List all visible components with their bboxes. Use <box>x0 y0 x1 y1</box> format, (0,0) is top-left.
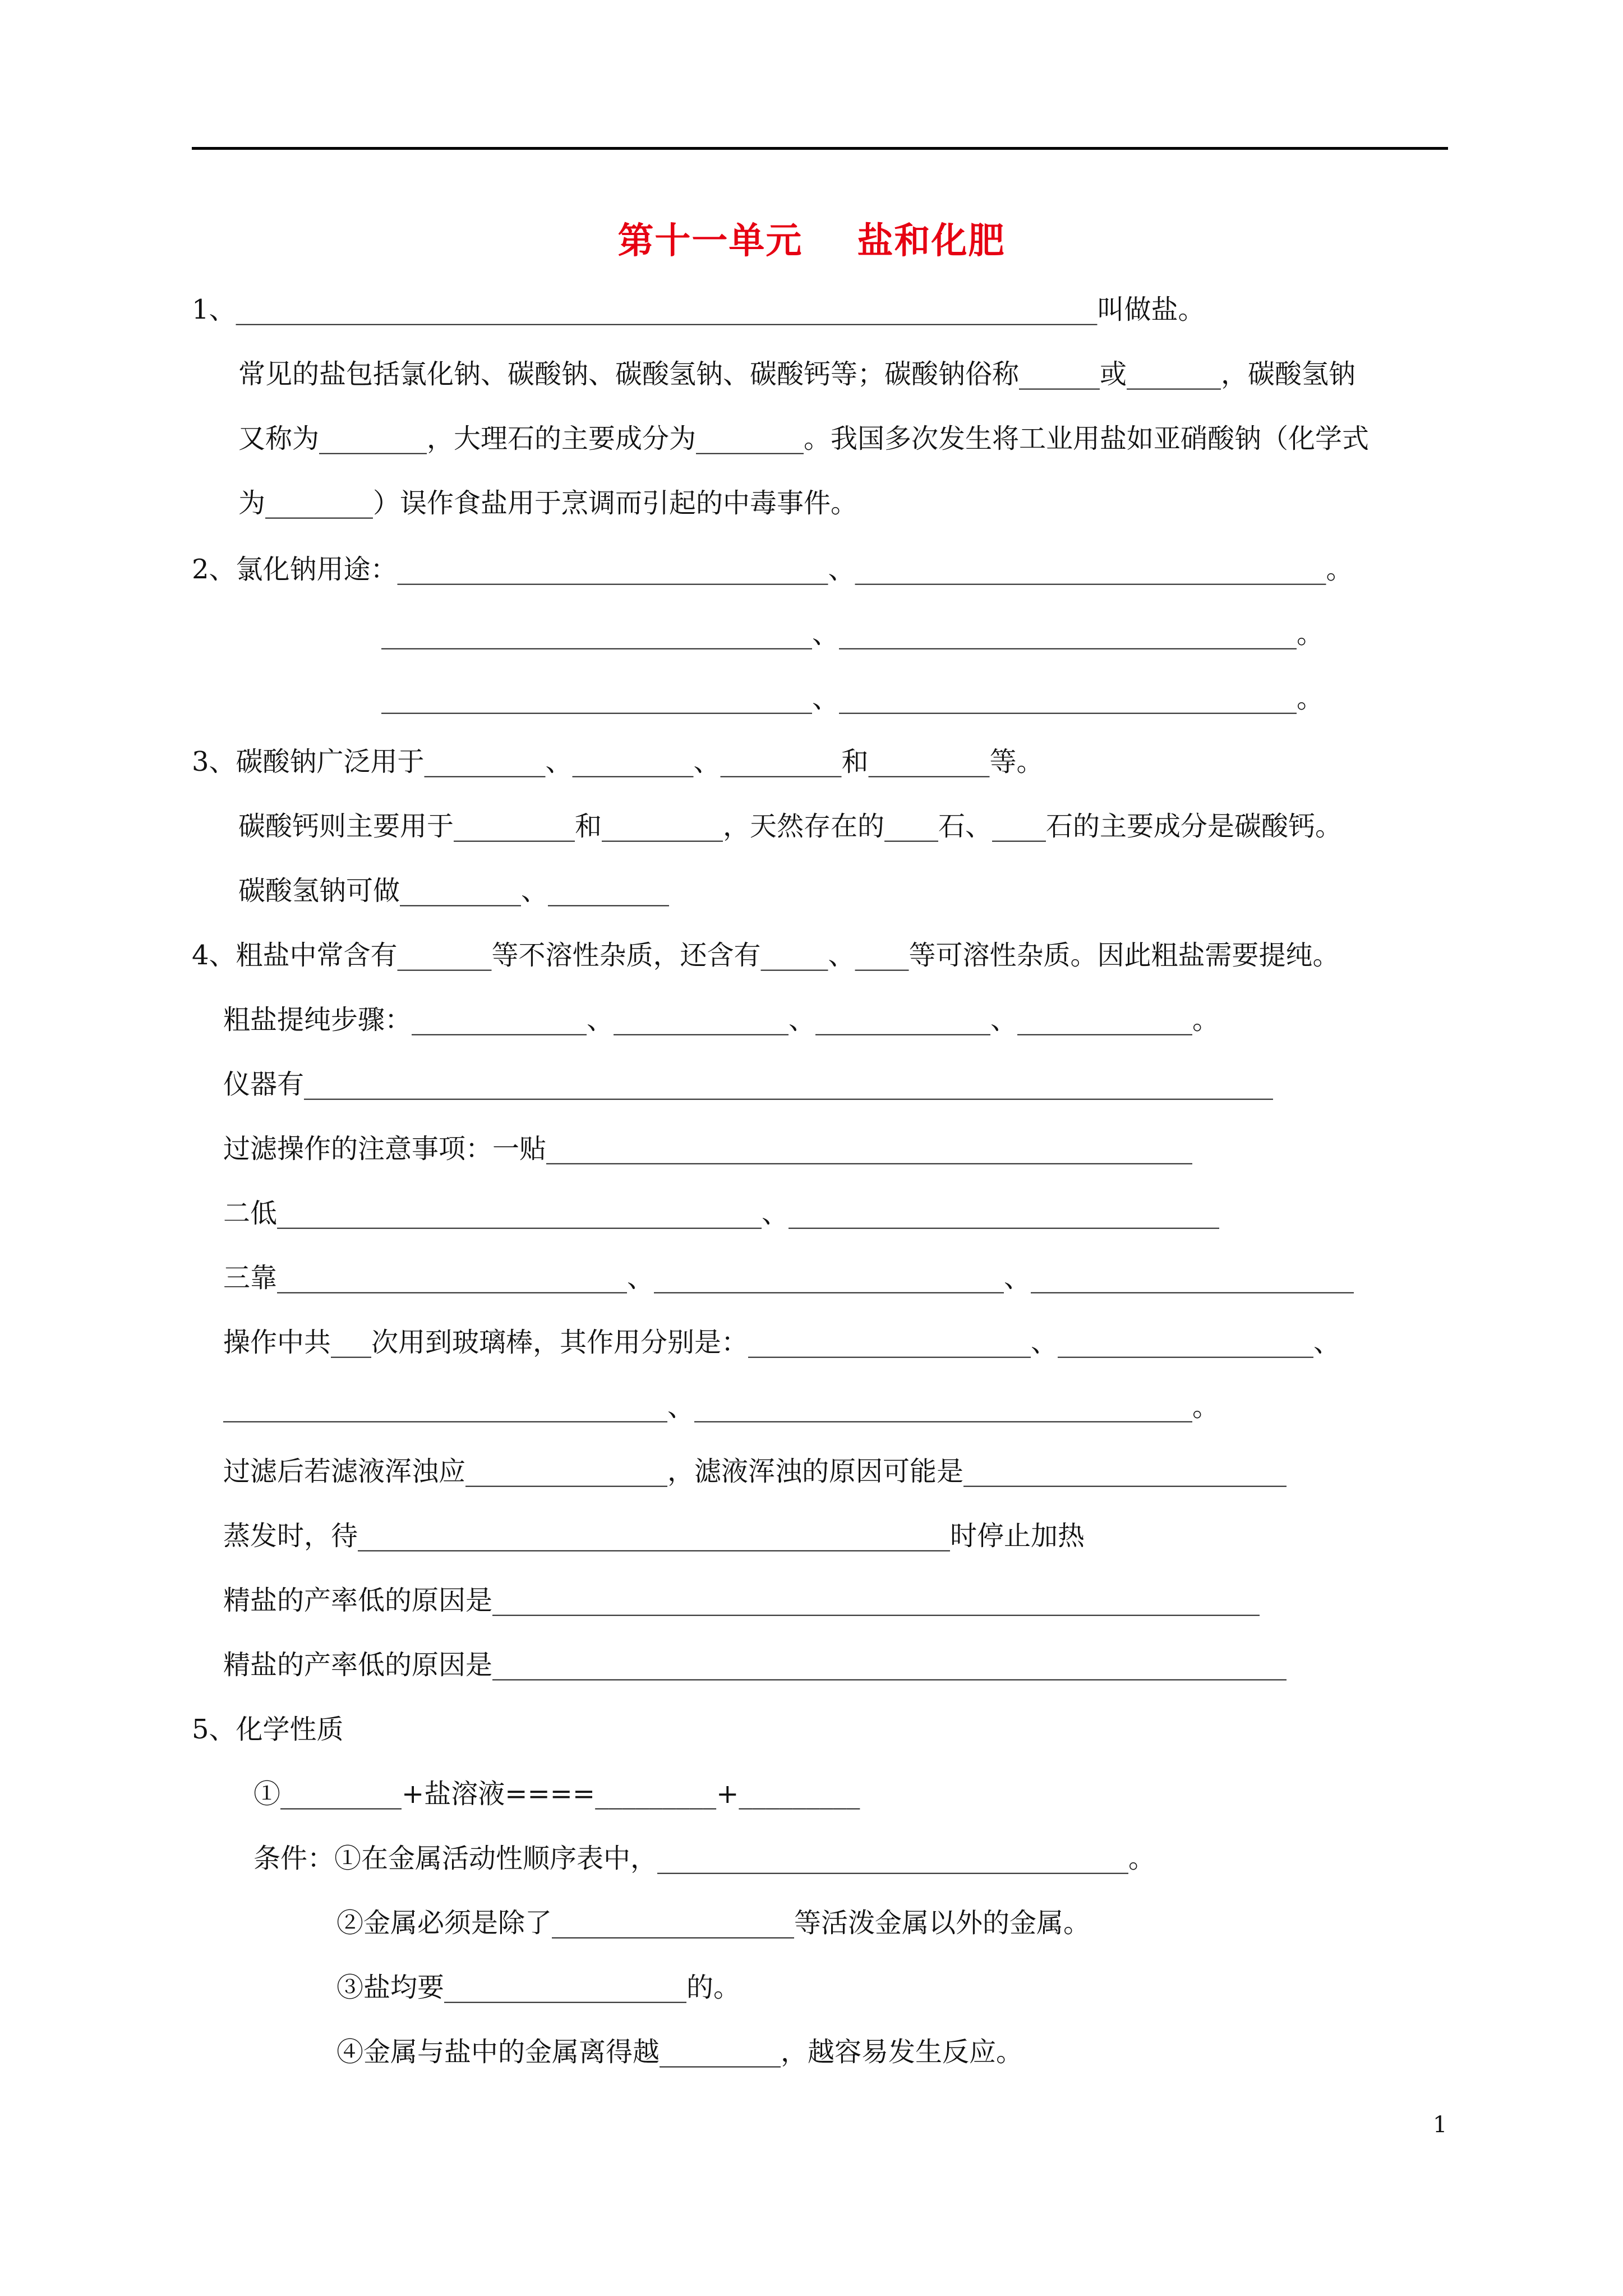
item-4-line-1: 4、粗盐中常含有_______等不溶性杂质，还含有_____、____等可溶性杂质。因此粗盐需要提纯。 <box>192 940 1340 971</box>
item-4-three-lean: 三靠__________________________、__________________________、________________________ <box>223 1262 1354 1294</box>
item-4-glass-rod: 操作中共___次用到玻璃棒，其作用分别是：_____________________、___________________、 <box>223 1327 1341 1358</box>
item-4-filter-note: 过滤操作的注意事项：一贴________________________________________________ <box>223 1133 1193 1165</box>
item-1-line-3: 又称为________，大理石的主要成分为________。我国多次发生将工业用盐如亚硝酸钠（化学式 <box>238 423 1370 454</box>
item-5-condition-3: ③盐均要__________________的。 <box>336 1972 741 2003</box>
item-1-line-1: 1、________________________________________________________________叫做盐。 <box>192 294 1205 325</box>
item-4-evaporate: 蒸发时，待____________________________________________时停止加热 <box>223 1520 1085 1552</box>
item-5-heading: 5、化学性质 <box>192 1714 344 1745</box>
item-4-two-low: 二低____________________________________、________________________________ <box>223 1198 1220 1229</box>
page-number: 1 <box>1433 2112 1447 2138</box>
item-1-line-4: 为________）误作食盐用于烹调而引起的中毒事件。 <box>238 487 858 519</box>
item-3-line-2: 碳酸钙则主要用于_________和_________，天然存在的____石、____石的主要成分是碳酸钙。 <box>238 811 1343 842</box>
page-title: 第十一单元 盐和化肥 <box>617 220 1006 262</box>
item-4-steps: 粗盐提纯步骤：_____________、_____________、_____________、_____________。 <box>223 1004 1220 1036</box>
item-3-line-1: 3、碳酸钠广泛用于_________、_________、_________和_________等。 <box>192 746 1044 777</box>
item-2-line-3: ________________________________、__________________________________。 <box>381 683 1324 714</box>
item-4-yield-low-1: 精盐的产率低的原因是_________________________________________________________ <box>223 1585 1260 1616</box>
item-4-instruments: 仪器有________________________________________________________________________ <box>223 1069 1274 1100</box>
item-1-line-2: 常见的盐包括氯化钠、碳酸钠、碳酸氢钠、碳酸钙等；碳酸钠俗称______或_______，碳酸氢钠 <box>238 358 1356 390</box>
item-5-condition-4: ④金属与盐中的金属离得越_________，越容易发生反应。 <box>336 2036 1023 2068</box>
item-4-turbid: 过滤后若滤液浑浊应_______________，滤液浑浊的原因可能是________________________ <box>223 1456 1287 1487</box>
item-5-equation: ①_________+盐溶液====_________+_________ <box>253 1778 860 1810</box>
item-4-glass-rod-cont: _________________________________、_____________________________________。 <box>223 1391 1220 1423</box>
item-3-line-3: 碳酸氢钠可做_________、_________ <box>238 875 670 907</box>
item-4-yield-low-2: 精盐的产率低的原因是___________________________________________________________ <box>223 1649 1287 1681</box>
item-2-line-1: 2、氯化钠用途：________________________________、___________________________________。 <box>192 554 1353 585</box>
item-2-line-2: ________________________________、__________________________________。 <box>381 618 1324 650</box>
item-5-condition-2: ②金属必须是除了__________________等活泼金属以外的金属。 <box>336 1907 1091 1939</box>
header-rule <box>192 147 1448 150</box>
item-5-condition-1: 条件：①在金属活动性顺序表中，___________________________________。 <box>253 1843 1156 1874</box>
